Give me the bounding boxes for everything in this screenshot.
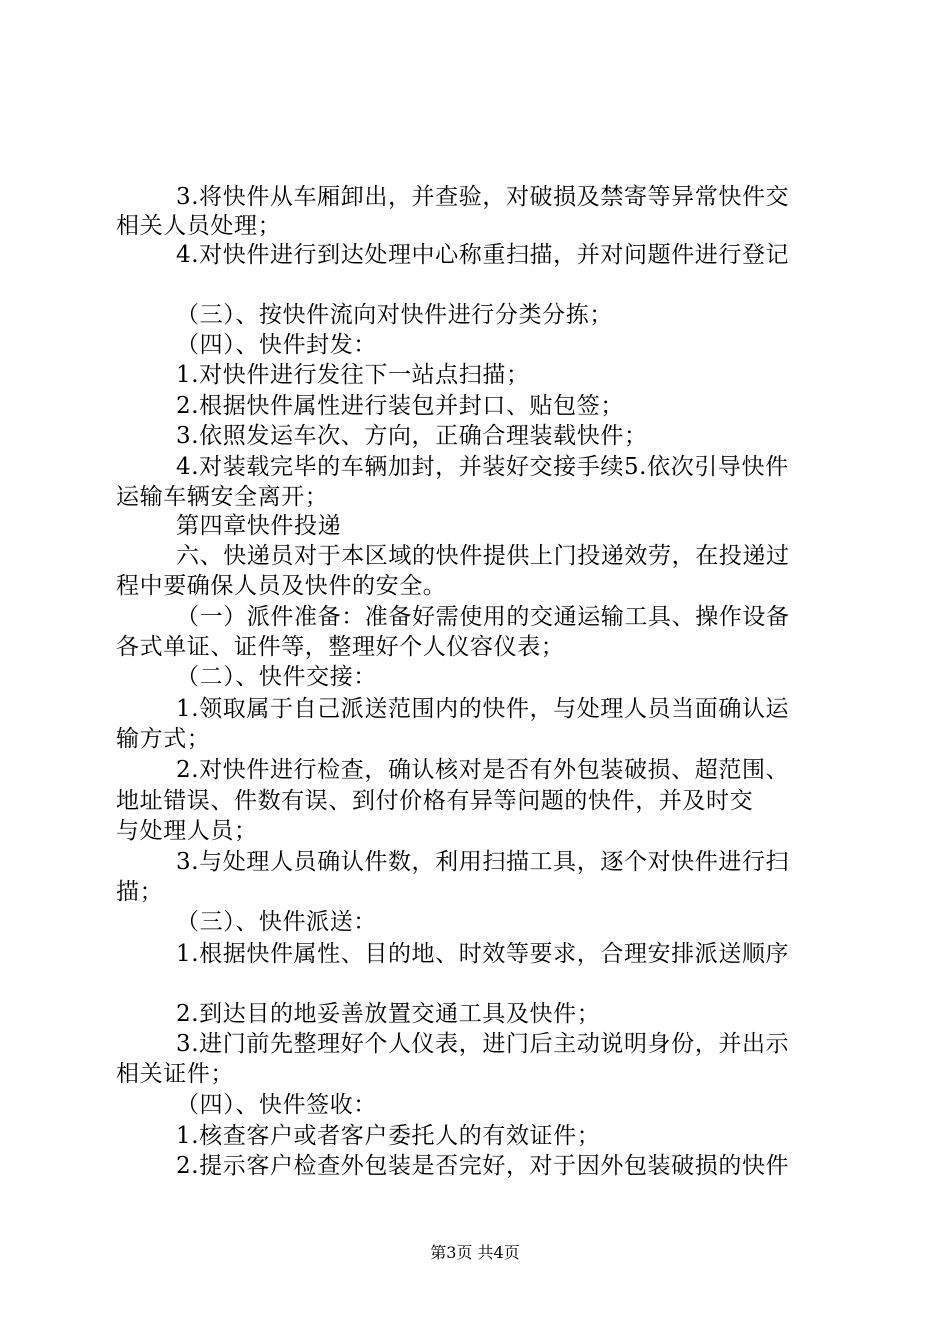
text-line: （四）、快件封发： <box>176 332 377 358</box>
text-line: 与处理人员； <box>116 818 258 844</box>
text-line: 相关证件； <box>116 1061 234 1087</box>
text-line: 相关人员处理； <box>116 213 282 239</box>
page-footer: 第3页 共4页 <box>430 1243 520 1262</box>
text-line: 描； <box>116 879 164 905</box>
text-line: 地址错误、件数有误、到付价格有异等问题的快件，并及时交 <box>116 788 754 814</box>
text-line: 各式单证、证件等，整理好个人仪容仪表； <box>116 634 565 660</box>
text-line: （一）派件准备：准备好需使用的交通运输工具、操作设备 <box>176 604 790 630</box>
text-line: （四）、快件签收： <box>176 1092 377 1118</box>
text-line: 输方式； <box>116 726 211 752</box>
text-line: 1.领取属于自己派送范围内的快件，与处理人员当面确认运 <box>176 696 790 722</box>
text-line: 3.与处理人员确认件数，利用扫描工具，逐个对快件进行扫 <box>176 849 790 875</box>
text-line: 4.对快件进行到达处理中心称重扫描，并对问题件进行登记 <box>176 242 790 268</box>
text-line: 1.核查客户或者客户委托人的有效证件； <box>176 1123 601 1149</box>
text-line: （三）、快件派送： <box>176 909 377 935</box>
text-line: 2.到达目的地妥善放置交通工具及快件； <box>176 1001 601 1027</box>
chapter-heading: 第四章快件投递 <box>176 513 342 539</box>
text-line: 2.对快件进行检查，确认核对是否有外包装破损、超范围、 <box>176 757 790 783</box>
text-line: 3.依照发运车次、方向，正确合理装载快件； <box>176 423 648 449</box>
text-line: （三）、按快件流向对快件进行分类分拣； <box>176 302 613 328</box>
text-line: 3.将快件从车厢卸出，并查验，对破损及禁寄等异常快件交 <box>176 184 790 210</box>
text-line: （二）、快件交接： <box>176 664 377 690</box>
text-line: 程中要确保人员及快件的安全。 <box>116 573 447 599</box>
text-line: 六、快递员对于本区域的快件提供上门投递效劳，在投递过 <box>176 543 790 569</box>
text-line: 3.进门前先整理好个人仪表，进门后主动说明身份，并出示 <box>176 1031 790 1057</box>
text-line: 1.根据快件属性、目的地、时效等要求，合理安排派送顺序 <box>176 941 790 967</box>
text-line: 1.对快件进行发往下一站点扫描； <box>176 362 530 388</box>
text-line: 运输车辆安全离开； <box>116 484 329 510</box>
text-line: 4.对装载完毕的车辆加封，并装好交接手续5.依次引导快件 <box>176 454 789 480</box>
text-line: 2.提示客户检查外包装是否完好，对于因外包装破损的快件 <box>176 1153 790 1179</box>
text-line: 2.根据快件属性进行装包并封口、贴包签； <box>176 393 624 419</box>
